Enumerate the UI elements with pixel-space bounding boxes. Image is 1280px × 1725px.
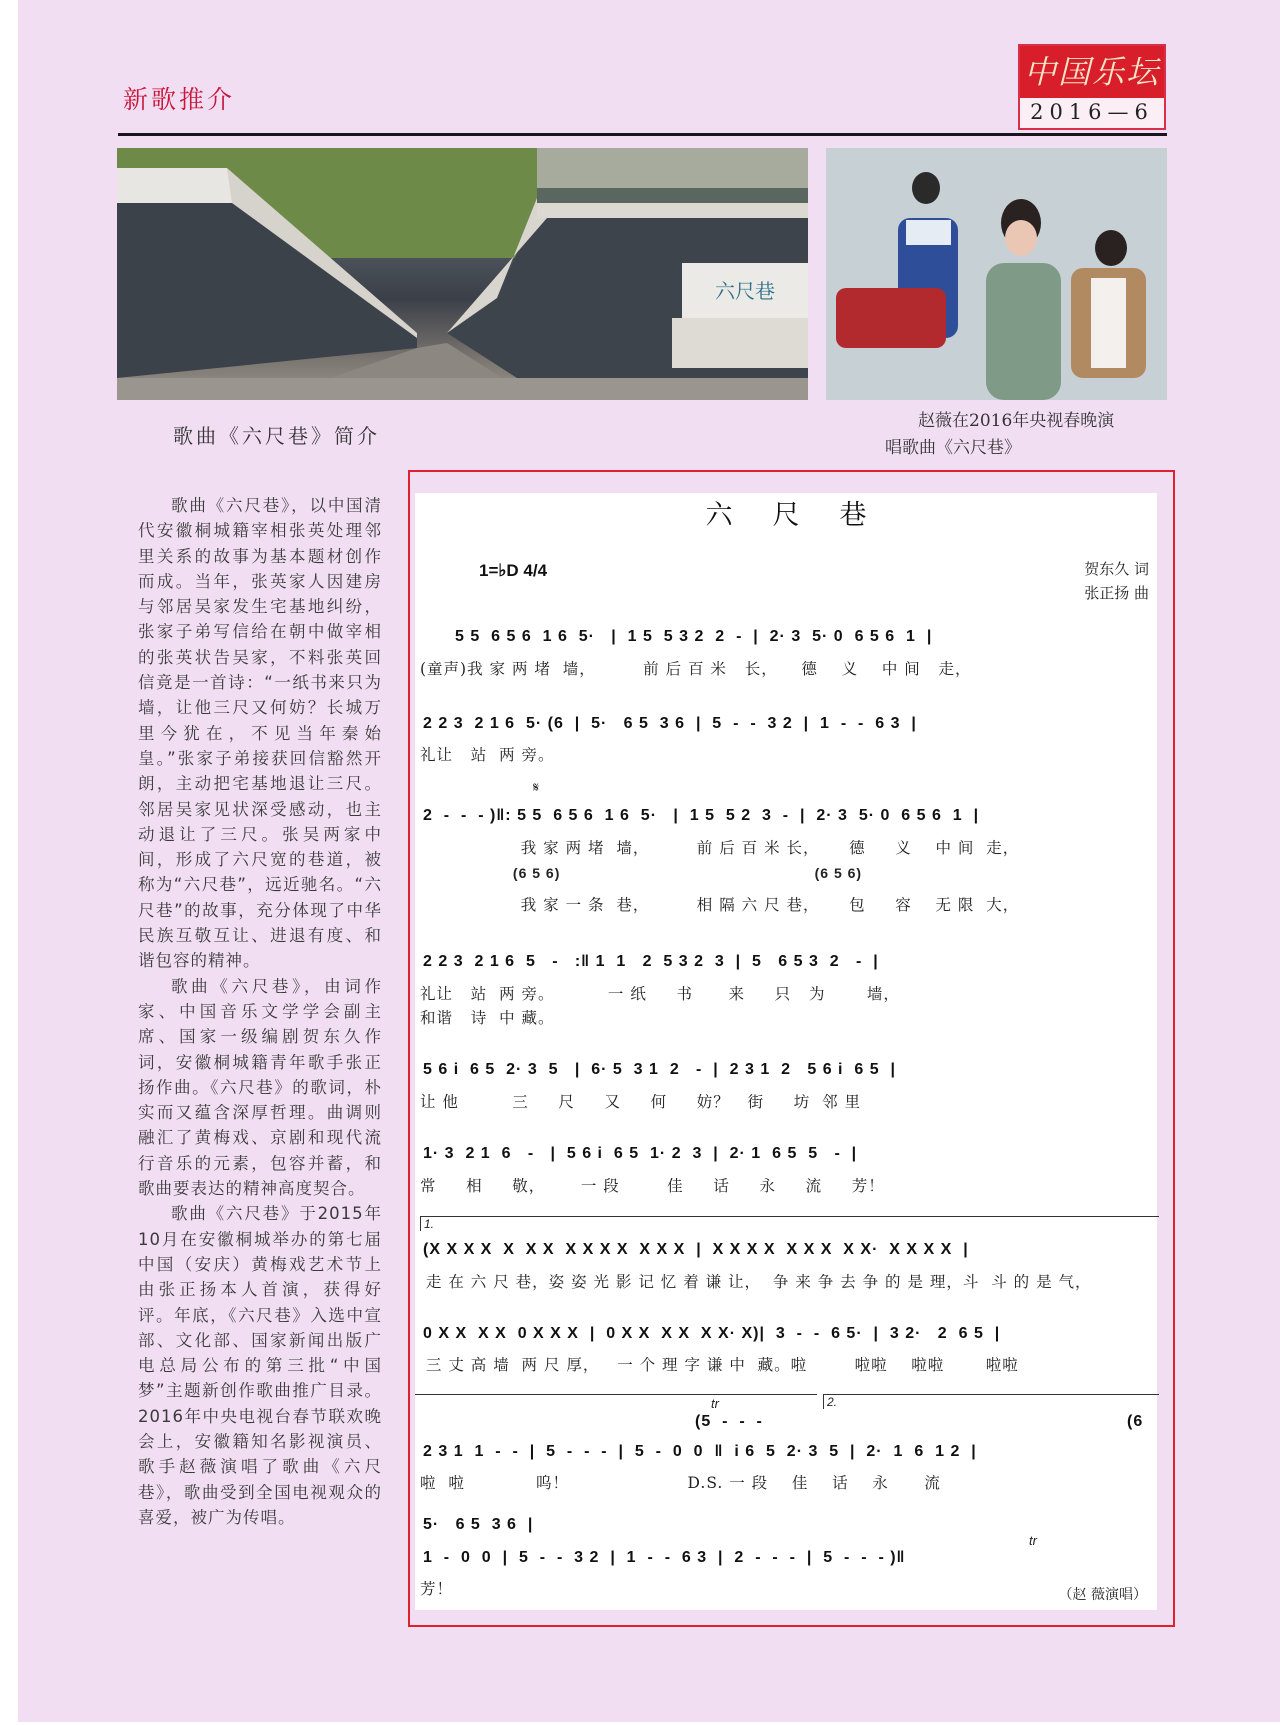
notation-line: 0 X X X X 0 X X X | 0 X X X X X X· X)| 3 - - 6 5· | 3 2· 2 6 5 | [423,1325,1001,1342]
alley-photo [117,148,808,400]
lyric-line: 常 相 敬， 一 段 佳 话 永 流 芳！ [420,1177,885,1195]
performance-illustration [826,148,1167,400]
key-signature: 1=♭D 4/4 [479,561,548,580]
lyric-line: 让 他 三 尺 又 何 妨？ 街 坊 邻 里 [420,1093,862,1111]
lyric-line: 三 丈 高 墙 两 尺 厚， 一 个 理 字 谦 中 藏。啦 啦啦 啦啦 啦啦 [420,1356,1019,1374]
trill-mark: tr [711,1396,719,1411]
volta-bracket-1: 1. [420,1216,1159,1231]
lyric-line: (童声)我 家 两 堵 墙， 前 后 百 米 长， 德 义 中 间 走， [420,660,972,678]
lyric-line: 礼让 站 两 旁。 一 纸 书 来 只 为 墙， [420,985,900,1003]
upper-notation-right: (6 [1127,1413,1144,1430]
performer-note: （赵 薇演唱） [1058,1587,1147,1603]
trill-mark: tr [1029,1533,1037,1548]
issue-number: 2016—6 [1030,100,1154,124]
lyricist: 贺东久 词 [1084,560,1149,578]
photo-caption-line2: 唱歌曲《六尺巷》 [885,438,1021,458]
score-credits [1084,557,1149,605]
photo-caption-line1: 赵薇在2016年央视春晚演 [918,411,1115,431]
svg-text:六尺巷: 六尺巷 [715,279,775,303]
lyric-line: 和谐 诗 中 藏。 [420,1009,555,1027]
composer: 张正扬 曲 [1084,584,1149,602]
notation-line: 2 3 1 1 - - | 5 - - - | 5 - 0 0 ‖ i 6 5 2· 3 5 | 2· 1 6 1 2 | [423,1443,977,1460]
volta-bracket-2: 2. [823,1394,1159,1409]
notation-line: 5 5 6 5 6 1 6 5· | 1 5 5 3 2 2 - | 2· 3 5· 0 6 5 6 1 | [455,628,933,645]
sheet-music [415,493,1157,1610]
notation-line: 2 - - - )‖: 5 5 6 5 6 1 6 5· | 1 5 5 2 3 - | 2· 3 5· 0 6 5 6 1 | [423,807,980,824]
score-title: 六尺巷 [705,500,907,531]
intro-paragraph: 歌曲《六尺巷》，以中国清代安徽桐城籍宰相张英处理邻里关系的故事为基本题材创作而成。当年，张英家人因建房与邻居吴家发生宅基地纠纷，张家子弟写信给在朝中做宰相的张英状告吴家，不料张英回信竟是一首诗：“一纸书来只为墙，让他三尺又何妨？长城万里今犹在，不见当年秦始皇。”张家子弟接获回信豁然开朗，主动把宅基地退让三尺。邻居吴家见状深受感动，也主动退让了三尺。张吴两家中间，形成了六尺宽的巷道，被称为“六尺巷”，远近驰名。“六尺巷”的故事，充分体现了中华民族互敬互让、进退有度、和谐包容的精神。 [138,496,382,971]
notation-line: 2 2 3 2 1 6 5· (6 | 5· 6 5 3 6 | 5 - - 3 2 | 1 - - 6 3 | [423,715,917,732]
notation-line: 2 2 3 2 1 6 5 - :‖ 1 1 2 5 3 2 3 | 5 6 5 3 2 - | [423,953,879,970]
lyric-line: 我 家 一 条 巷， 相 隔 六 尺 巷， 包 容 无 限 大， [420,896,1020,914]
intro-heading: 歌曲《六尺巷》简介 [173,424,380,448]
performance-photo [826,148,1167,400]
notation-line: 1 - 0 0 | 5 - - 3 2 | 1 - - 6 3 | 2 - - - | 5 - - - )‖ [423,1549,906,1566]
lyric-line: 我 家 两 堵 墙， 前 后 百 米 长， 德 义 中 间 走， [420,839,1020,857]
upper-notation: (5 - - - [695,1413,763,1430]
intro-article [138,493,382,1530]
lyric-line: 啦 啦 呜！ D.S. 一 段 佳 话 永 流 [420,1474,941,1492]
alley-illustration [117,148,808,400]
lyric-line: 走 在 六 尺 巷，姿 姿 光 影 记 忆 着 谦 让， 争 来 争 去 争 的 是 理，斗 斗 的 是 气， [420,1273,1092,1291]
upper-notation: 5· 6 5 3 6 | [423,1516,534,1533]
intro-paragraph: 歌曲《六尺巷》于2015年10月在安徽桐城举办的第七届中国（安庆）黄梅戏艺术节上由张正扬本人首演，获得好评。年底，《六尺巷》入选中宣部、文化部、国家新闻出版广电总局公布的第三批“中国梦”主题新创作歌曲推广目录。2016年中央电视台春节联欢晚会上，安徽籍知名影视演员、歌手赵薇演唱了歌曲《六尺巷》，歌曲受到全国电视观众的喜爱，被广为传唱。 [138,1204,382,1527]
notation-line: (X X X X X X X X X X X X X X | X X X X X X X X X· X X X X | [423,1241,969,1258]
magazine-logo [1018,44,1166,130]
lyric-variant-notes: (6 5 6) (6 5 6) [420,865,863,881]
notation-line: 1· 3 2 1 6 - | 5 6 i 6 5 1· 2 3 | 2· 1 6 5 5 - | [423,1145,858,1162]
lyric-line: 芳！ [420,1580,454,1598]
lyric-line: 礼让 站 两 旁。 [420,746,555,764]
magazine-logo-title: 中国乐坛 [1020,46,1164,98]
header-divider [118,133,1167,136]
notation-line: 5 6 i 6 5 2· 3 5 | 6· 5 3 1 2 - | 2 3 1 2 5 6 i 6 5 | [423,1061,896,1078]
segno-icon: 𝄋 [533,779,540,795]
section-title: 新歌推介 [123,85,236,114]
intro-paragraph: 歌曲《六尺巷》，由词作家、中国音乐文学学会副主席、国家一级编剧贺东久作词，安徽桐城籍青年歌手张正扬作曲。《六尺巷》的歌词，朴实而又蕴含深厚哲理。曲调则融汇了黄梅戏、京剧和现代流行音乐的元素，包容并蓄，和歌曲要表达的精神高度契合。 [138,976,382,1199]
volta-bracket-1-end [415,1394,817,1395]
